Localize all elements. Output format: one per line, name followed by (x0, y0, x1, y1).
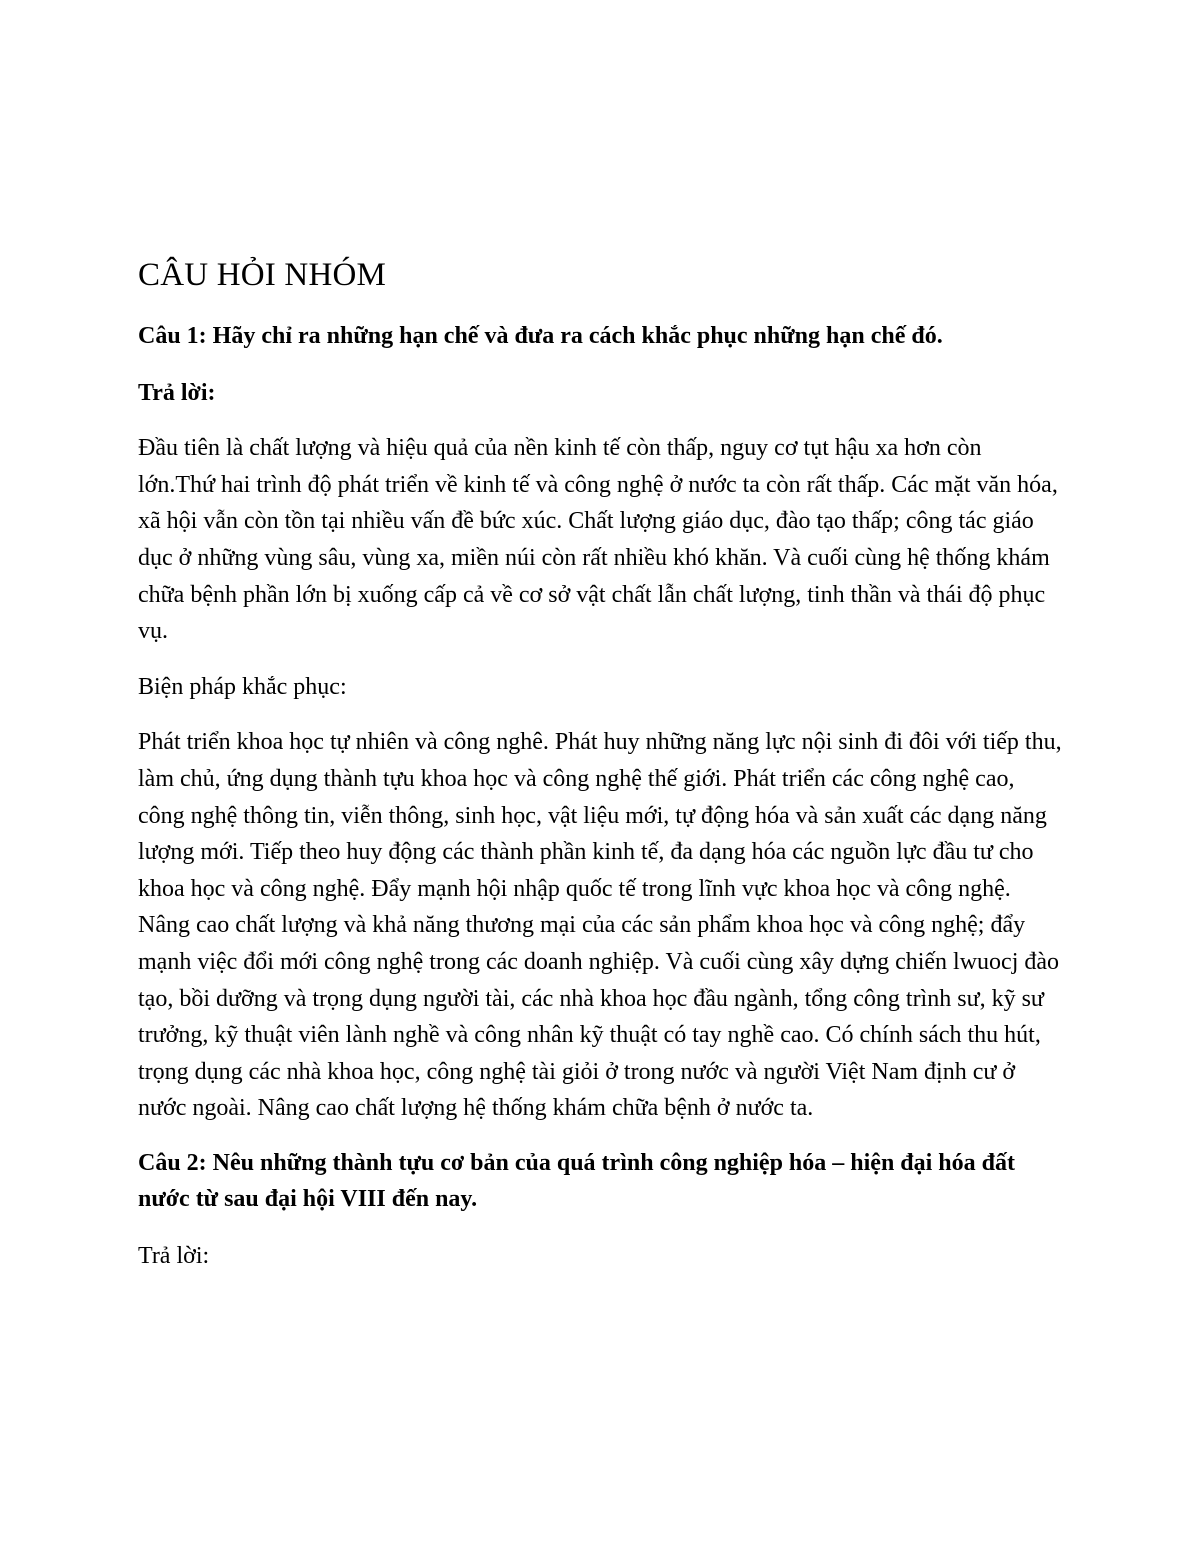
document-body (138, 252, 1063, 1293)
answer-1-label: Trả lời: (138, 379, 216, 406)
answer-1-text: Đầu tiên là chất lượng và hiệu quả của nền kinh tế còn thấp, nguy cơ tụt hậu xa hơn còn lớn.Thứ hai trình độ phát triển về kinh tế và công nghệ ở nước ta còn rất thấp. Các mặt văn hóa, xã hội vẫn còn tồn tại nhiều vấn đề bức xúc. Chất lượng giáo dục, đào tạo thấp; công tác giáo dục ở những vùng sâu, vùng xa, miền núi còn rất nhiều khó khăn. Và cuối cùng hệ thống khám chữa bệnh phần lớn bị xuống cấp cả về cơ sở vật chất lẫn chất lượng, tinh thần và thái độ phục vụ. (138, 435, 1058, 645)
remedy-label: Biện pháp khắc phục: (138, 673, 347, 700)
question-1: Câu 1: Hãy chỉ ra những hạn chế và đưa ra cách khắc phục những hạn chế đó. (138, 323, 943, 349)
document-title: CÂU HỎI NHÓM (138, 257, 387, 293)
question-2: Câu 2: Nêu những thành tựu cơ bản của quá trình công nghiệp hóa – hiện đại hóa đất nước từ sau đại hội VIII đến nay. (138, 1149, 1015, 1213)
answer-2-label: Trả lời: (138, 1243, 210, 1270)
remedy-text: Phát triển khoa học tự nhiên và công nghê. Phát huy những năng lực nội sinh đi đôi với tiếp thu, làm chủ, ứng dụng thành tựu khoa học và công nghệ thế giới. Phát triển các công nghệ cao, công nghệ thông tin, viễn thông, sinh học, vật liệu mới, tự động hóa và sản xuất các dạng năng lượng mới. Tiếp theo huy động các thành phần kinh tế, đa dạng hóa các nguồn lực đầu tư cho khoa học và công nghệ. Đẩy mạnh hội nhập quốc tế trong lĩnh vực khoa học và công nghệ. Nâng cao chất lượng và khả năng thương mại của các sản phẩm khoa học và công nghệ; đẩy mạnh việc đổi mới công nghệ trong các doanh nghiệp. Và cuối cùng xây dựng chiến lwuocj đào tạo, bồi dưỡng và trọng dụng người tài, các nhà khoa học đầu ngành, tổng công trình sư, kỹ sư trưởng, kỹ thuật viên lành nghề và công nhân kỹ thuật có tay nghề cao. Có chính sách thu hút, trọng dụng các nhà khoa học, công nghệ tài giỏi ở trong nước và người Việt Nam định cư ở nước ngoài. Nâng cao chất lượng hệ thống khám chữa bệnh ở nước ta. (138, 729, 1062, 1122)
